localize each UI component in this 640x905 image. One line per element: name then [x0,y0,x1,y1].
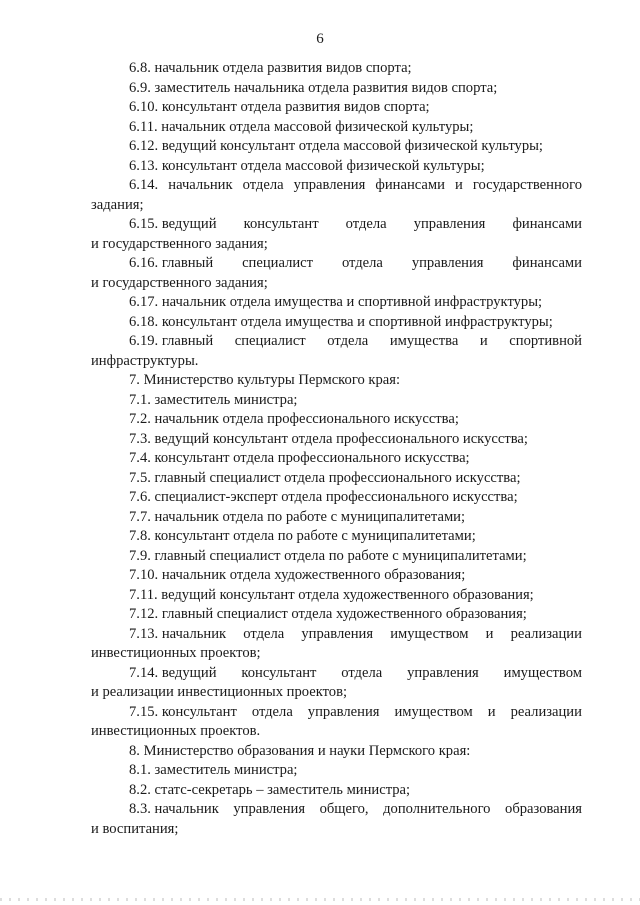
word: дополнительного [383,801,491,817]
list-item [91,703,582,723]
word: реализации [510,625,582,642]
word: управления [301,625,374,642]
list-item [91,215,582,235]
word: 6.15. ведущий [129,216,217,232]
document-body [91,59,582,839]
word: специалист [242,255,314,271]
word: образования [505,801,582,817]
word: и [487,703,496,720]
list-item: 6.17. начальник отдела имущества и спортивной инфраструктуры; [129,294,543,310]
word: отдела [345,216,387,232]
list-item [91,254,582,274]
list-item: 8.1. заместитель министра; [129,762,298,778]
word: отдела [327,333,369,349]
list-item: 6.10. консультант отдела развития видов спорта; [129,99,430,115]
word: финансами [512,255,582,271]
list-item [91,800,582,820]
list-item: 7.4. консультант отдела профессионального искусства; [129,450,470,466]
word: 7.15. консультант [129,703,237,720]
word: управления [233,801,306,817]
word: управления [307,703,380,720]
list-item [91,176,582,196]
word: управления [411,255,484,271]
list-item-continuation: инвестиционных проектов; [91,645,261,661]
list-item: 7.3. ведущий консультант отдела профессионального искусства; [129,430,528,447]
list-item: 6.18. консультант отдела имущества и спортивной инфраструктуры; [129,313,553,330]
scan-artifact [0,898,640,901]
word: реализации [510,703,582,720]
word: управления [407,664,479,681]
list-item: 7.7. начальник отдела по работе с муниципалитетами; [129,508,466,525]
list-item: 7.11. ведущий консультант отдела художественного образования; [129,586,534,603]
section-heading: 7. Министерство культуры Пермского края: [129,372,401,388]
word: отдела [251,703,293,720]
word: управления [413,216,486,232]
list-item: 6.8. начальник отдела развития видов спорта; [129,60,412,76]
list-item: 6.12. ведущий консультант отдела массовой физической культуры; [129,138,543,154]
list-item [91,625,582,645]
word: общего, [319,801,369,817]
page-number: 6 [316,31,324,47]
word: имуществом [503,664,582,681]
word: 8.3. начальник [129,801,219,817]
list-item: 6.9. заместитель начальника отдела развития видов спорта; [129,79,498,96]
list-item [91,332,582,352]
list-item-continuation: задания; [91,196,144,213]
list-item: 6.13. консультант отдела массовой физической культуры; [129,157,485,174]
list-item-continuation: и реализации инвестиционных проектов; [91,684,348,700]
list-item [91,664,582,684]
list-item: 7.8. консультант отдела по работе с муниципалитетами; [129,528,476,544]
word: отдела [341,255,383,271]
word: консультант [241,664,317,681]
list-item-continuation: и государственного задания; [91,235,268,252]
word: финансами [512,216,582,232]
word: консультант [243,216,319,232]
list-item: 7.12. главный специалист отдела художественного образования; [129,606,527,622]
list-item: 8.2. статс-секретарь – заместитель министра; [129,781,411,798]
word: имуществом [394,703,473,720]
list-item-continuation: и воспитания; [91,820,179,837]
word: и [485,625,494,642]
word: 7.14. ведущий [129,664,217,681]
list-item-continuation: и государственного задания; [91,274,268,291]
word: 7.13. начальник [129,625,227,642]
list-item-continuation: инфраструктуры. [91,352,199,369]
list-item-continuation: инвестиционных проектов. [91,723,261,739]
word: 6.19. главный [129,333,214,349]
list-item: 6.11. начальник отдела массовой физической культуры; [129,118,474,135]
word: спортивной [509,333,582,349]
list-item: 7.2. начальник отдела профессионального искусства; [129,411,459,427]
list-item: 7.1. заместитель министра; [129,391,298,408]
list-item: 7.5. главный специалист отдела профессионального искусства; [129,469,521,486]
word: специалист [234,333,306,349]
list-item: 7.10. начальник отдела художественного образования; [129,567,466,583]
word: имущества [389,333,459,349]
list-item: 7.9. главный специалист отдела по работе с муниципалитетами; [129,547,527,564]
word: отдела [243,625,285,642]
word: отдела [341,664,383,681]
list-item-text: 6.14. начальник отдела управления финансами и государственного [129,177,582,193]
word: имуществом [390,625,469,642]
section-heading: 8. Министерство образования и науки Пермского края: [129,742,471,759]
word: 6.16. главный [129,255,214,271]
list-item: 7.6. специалист-эксперт отдела профессионального искусства; [129,489,518,505]
word: и [479,333,488,349]
